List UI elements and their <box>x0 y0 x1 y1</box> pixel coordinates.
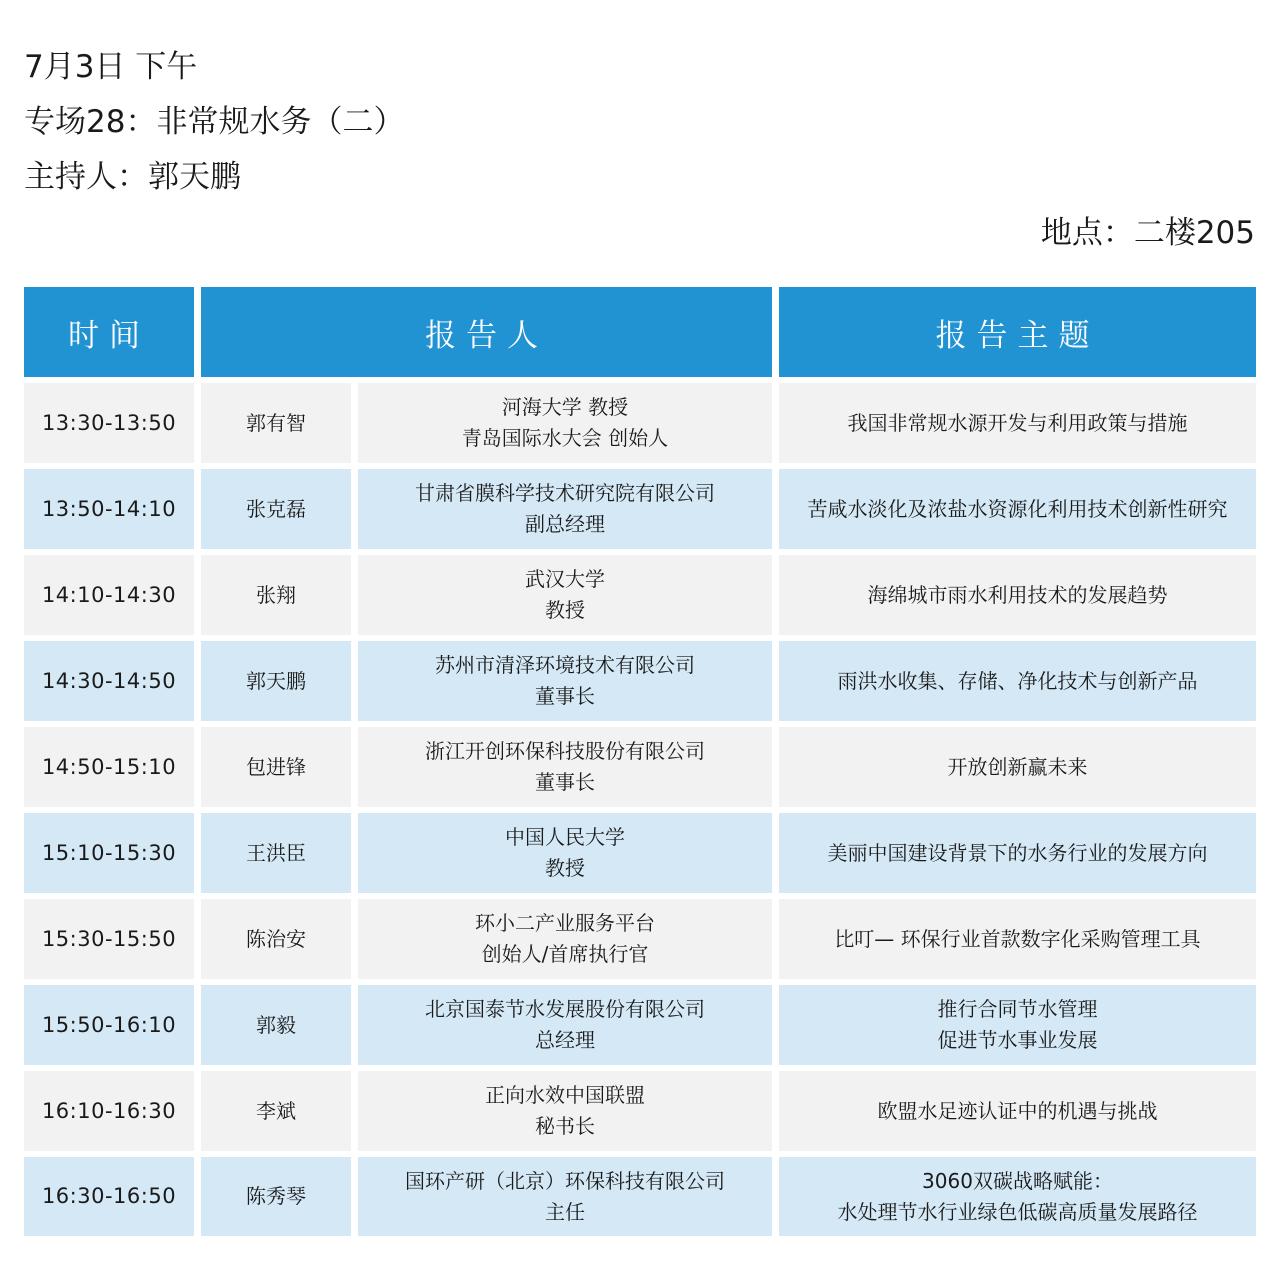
speaker-name-cell: 陈秀琴 <box>201 1157 351 1236</box>
table-row <box>24 727 1256 807</box>
topic-line: 3060双碳战略赋能： <box>922 1168 1113 1193</box>
time-cell: 15:10-15:30 <box>24 813 194 893</box>
affiliation-line: 河海大学 教授 <box>501 395 629 419</box>
affiliation-line: 教授 <box>545 856 585 880</box>
affiliation-line: 北京国泰节水发展股份有限公司 <box>425 997 705 1021</box>
speaker-affiliation-cell <box>358 1157 772 1236</box>
report-topic-cell <box>779 727 1256 807</box>
speaker-affiliation-cell <box>358 899 772 979</box>
report-topic-cell <box>779 469 1256 549</box>
report-topic-cell <box>779 1157 1256 1236</box>
table-row <box>24 1157 1256 1236</box>
table-row <box>24 555 1256 635</box>
table-row <box>24 1071 1256 1151</box>
affiliation-line: 环小二产业服务平台 <box>475 911 655 935</box>
speaker-name-cell: 李斌 <box>201 1071 351 1151</box>
speaker-name-cell: 王洪臣 <box>201 813 351 893</box>
table-row <box>24 641 1256 721</box>
speaker-affiliation-cell <box>358 1071 772 1151</box>
speaker-name-cell: 张翔 <box>201 555 351 635</box>
report-topic-cell <box>779 813 1256 893</box>
affiliation-line: 总经理 <box>535 1028 595 1052</box>
time-cell: 16:30-16:50 <box>24 1157 194 1236</box>
time-cell: 15:50-16:10 <box>24 985 194 1065</box>
affiliation-line: 国环产研（北京）环保科技有限公司 <box>405 1168 725 1193</box>
topic-line: 开放创新赢未来 <box>947 754 1088 779</box>
table-row <box>24 383 1256 463</box>
speaker-affiliation-cell <box>358 641 772 721</box>
speaker-name-cell: 郭天鹏 <box>201 641 351 721</box>
topic-line: 推行合同节水管理 <box>937 997 1098 1021</box>
schedule-table-body <box>24 383 1256 1242</box>
table-row <box>24 469 1256 549</box>
speaker-affiliation-cell <box>358 383 772 463</box>
table-row <box>24 813 1256 893</box>
speaker-name-cell: 包进锋 <box>201 727 351 807</box>
time-cell: 14:10-14:30 <box>24 555 194 635</box>
affiliation-line: 苏州市清泽环境技术有限公司 <box>435 653 695 677</box>
time-cell: 13:30-13:50 <box>24 383 194 463</box>
report-topic-cell <box>779 1071 1256 1151</box>
report-topic-cell <box>779 985 1256 1065</box>
report-topic-cell <box>779 899 1256 979</box>
affiliation-line: 董事长 <box>535 684 595 708</box>
affiliation-line: 甘肃省膜科学技术研究院有限公司 <box>415 481 715 505</box>
topic-line: 海绵城市雨水利用技术的发展趋势 <box>867 582 1168 607</box>
column-header-speaker: 报告人 <box>201 287 772 377</box>
affiliation-line: 董事长 <box>535 770 595 794</box>
affiliation-line: 中国人民大学 <box>505 825 625 849</box>
speaker-name-cell: 郭有智 <box>201 383 351 463</box>
session-title: 专场28：非常规水务（二） <box>24 104 405 140</box>
topic-line: 欧盟水足迹认证中的机遇与挑战 <box>877 1098 1158 1123</box>
topic-line: 我国非常规水源开发与利用政策与措施 <box>847 410 1188 435</box>
speaker-affiliation-cell <box>358 555 772 635</box>
speaker-name-cell: 陈治安 <box>201 899 351 979</box>
topic-line: 雨洪水收集、存储、净化技术与创新产品 <box>837 668 1198 693</box>
table-row <box>24 985 1256 1065</box>
table-row <box>24 899 1256 979</box>
speaker-affiliation-cell <box>358 469 772 549</box>
speaker-affiliation-cell <box>358 813 772 893</box>
session-host: 主持人：郭天鹏 <box>24 159 241 195</box>
speaker-name-cell: 郭毅 <box>201 985 351 1065</box>
affiliation-line: 教授 <box>545 598 585 622</box>
speaker-affiliation-cell <box>358 985 772 1065</box>
affiliation-line: 浙江开创环保科技股份有限公司 <box>425 739 705 763</box>
affiliation-line: 创始人/首席执行官 <box>481 942 649 966</box>
column-header-topic: 报告主题 <box>779 287 1256 377</box>
affiliation-line: 秘书长 <box>535 1114 595 1138</box>
session-date: 7月3日 下午 <box>24 49 198 85</box>
report-topic-cell <box>779 383 1256 463</box>
column-header-time: 时间 <box>24 287 194 377</box>
time-cell: 14:30-14:50 <box>24 641 194 721</box>
topic-line: 比叮— 环保行业首款数字化采购管理工具 <box>834 926 1201 951</box>
time-cell: 13:50-14:10 <box>24 469 194 549</box>
time-cell: 14:50-15:10 <box>24 727 194 807</box>
topic-line: 美丽中国建设背景下的水务行业的发展方向 <box>827 840 1208 865</box>
time-cell: 16:10-16:30 <box>24 1071 194 1151</box>
time-cell: 15:30-15:50 <box>24 899 194 979</box>
report-topic-cell <box>779 641 1256 721</box>
topic-line: 促进节水事业发展 <box>937 1028 1098 1052</box>
schedule-table-header <box>24 287 1256 377</box>
report-topic-cell <box>779 555 1256 635</box>
affiliation-line: 正向水效中国联盟 <box>485 1083 645 1107</box>
affiliation-line: 武汉大学 <box>525 567 605 591</box>
topic-line: 水处理节水行业绿色低碳高质量发展路径 <box>837 1199 1198 1224</box>
speaker-name-cell: 张克磊 <box>201 469 351 549</box>
affiliation-line: 青岛国际水大会 创始人 <box>461 426 669 450</box>
topic-line: 苦咸水淡化及浓盐水资源化利用技术创新性研究 <box>807 496 1228 521</box>
affiliation-line: 主任 <box>545 1199 585 1224</box>
speaker-affiliation-cell <box>358 727 772 807</box>
session-venue: 地点：二楼205 <box>1040 215 1255 251</box>
affiliation-line: 副总经理 <box>525 512 605 536</box>
